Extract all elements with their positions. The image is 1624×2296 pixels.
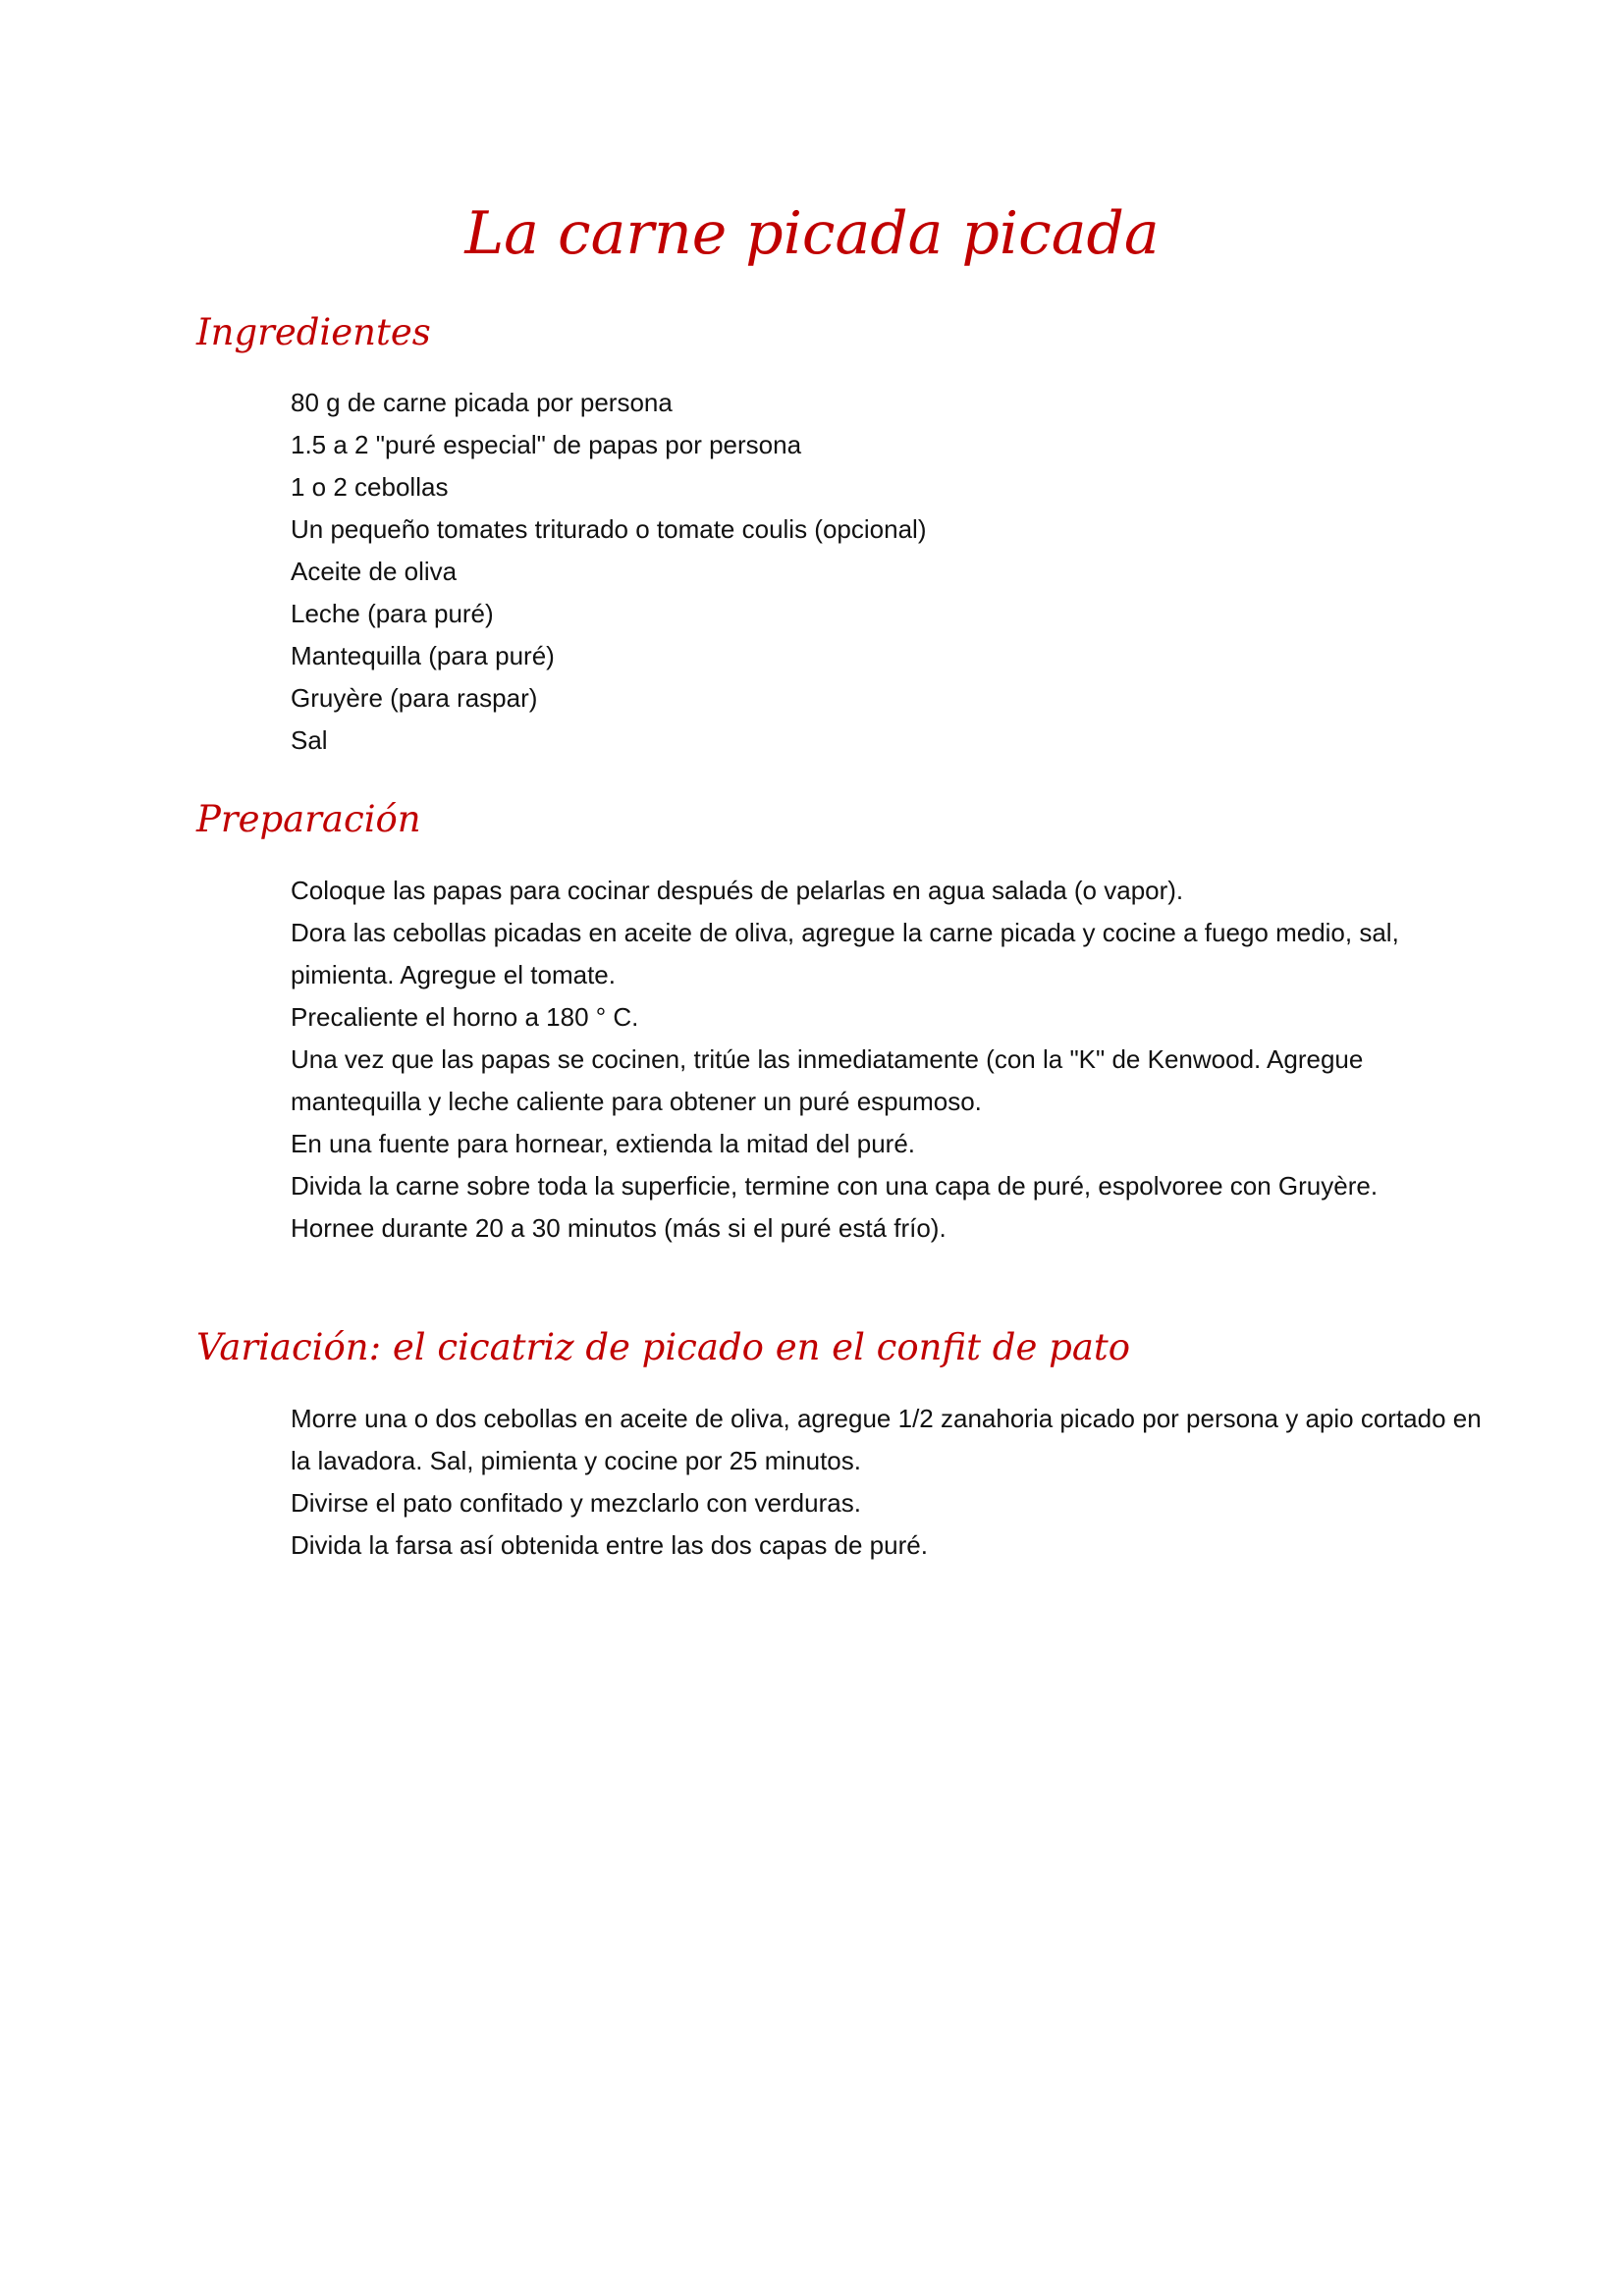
recipe-title: La carne picada picada [464,199,1160,268]
preparation-step: Coloque las papas para cocinar después de pelarlas en agua salada (o vapor). [291,876,1184,905]
preparation-step: En una fuente para hornear, extienda la mitad del puré. [291,1129,915,1158]
preparation-step: Precaliente el horno a 180 ° C. [291,1002,639,1032]
preparation-step: Hornee durante 20 a 30 minutos (más si el puré está frío). [291,1213,947,1243]
preparation-step: Dora las cebollas picadas en aceite de oliva, agregue la carne picada y cocine a fuego medio, sal, pimienta. Agregue el tomate. [291,918,1399,989]
ingredient-item: Mantequilla (para puré) [291,641,555,670]
ingredient-item: Gruyère (para raspar) [291,683,538,713]
ingredient-item: 80 g de carne picada por persona [291,388,673,417]
ingredient-item: Sal [291,725,328,755]
variation-step: Divida la farsa así obtenida entre las dos capas de puré. [291,1530,928,1560]
ingredient-item: Leche (para puré) [291,599,494,628]
preparation-step: Divida la carne sobre toda la superficie, termine con una capa de puré, espolvoree con Gruyère. [291,1171,1379,1201]
section-heading-variacion: Variación: el cicatriz de picado en el confit de pato [196,1326,1131,1368]
preparation-step: Una vez que las papas se cocinen, tritúe las inmediatamente (con la "K" de Kenwood. Agregue mantequilla y leche caliente para obtener un puré espumoso. [291,1044,1364,1116]
variacion-steps [291,1398,1489,1567]
variation-step: Divirse el pato confitado y mezclarlo con verduras. [291,1488,861,1518]
ingredient-item: Un pequeño tomates triturado o tomate coulis (opcional) [291,514,927,544]
ingredient-item: 1.5 a 2 "puré especial" de papas por persona [291,430,802,459]
ingredientes-list [291,382,1489,762]
section-heading-ingredientes: Ingredientes [196,311,431,353]
ingredient-item: 1 o 2 cebollas [291,472,449,502]
ingredient-item: Aceite de oliva [291,557,458,586]
section-heading-preparacion: Preparación [196,798,421,840]
preparacion-steps [291,870,1489,1250]
variation-step: Morre una o dos cebollas en aceite de oliva, agregue 1/2 zanahoria picado por persona y apio cortado en la lavadora. Sal, pimienta y cocine por 25 minutos. [291,1404,1482,1475]
